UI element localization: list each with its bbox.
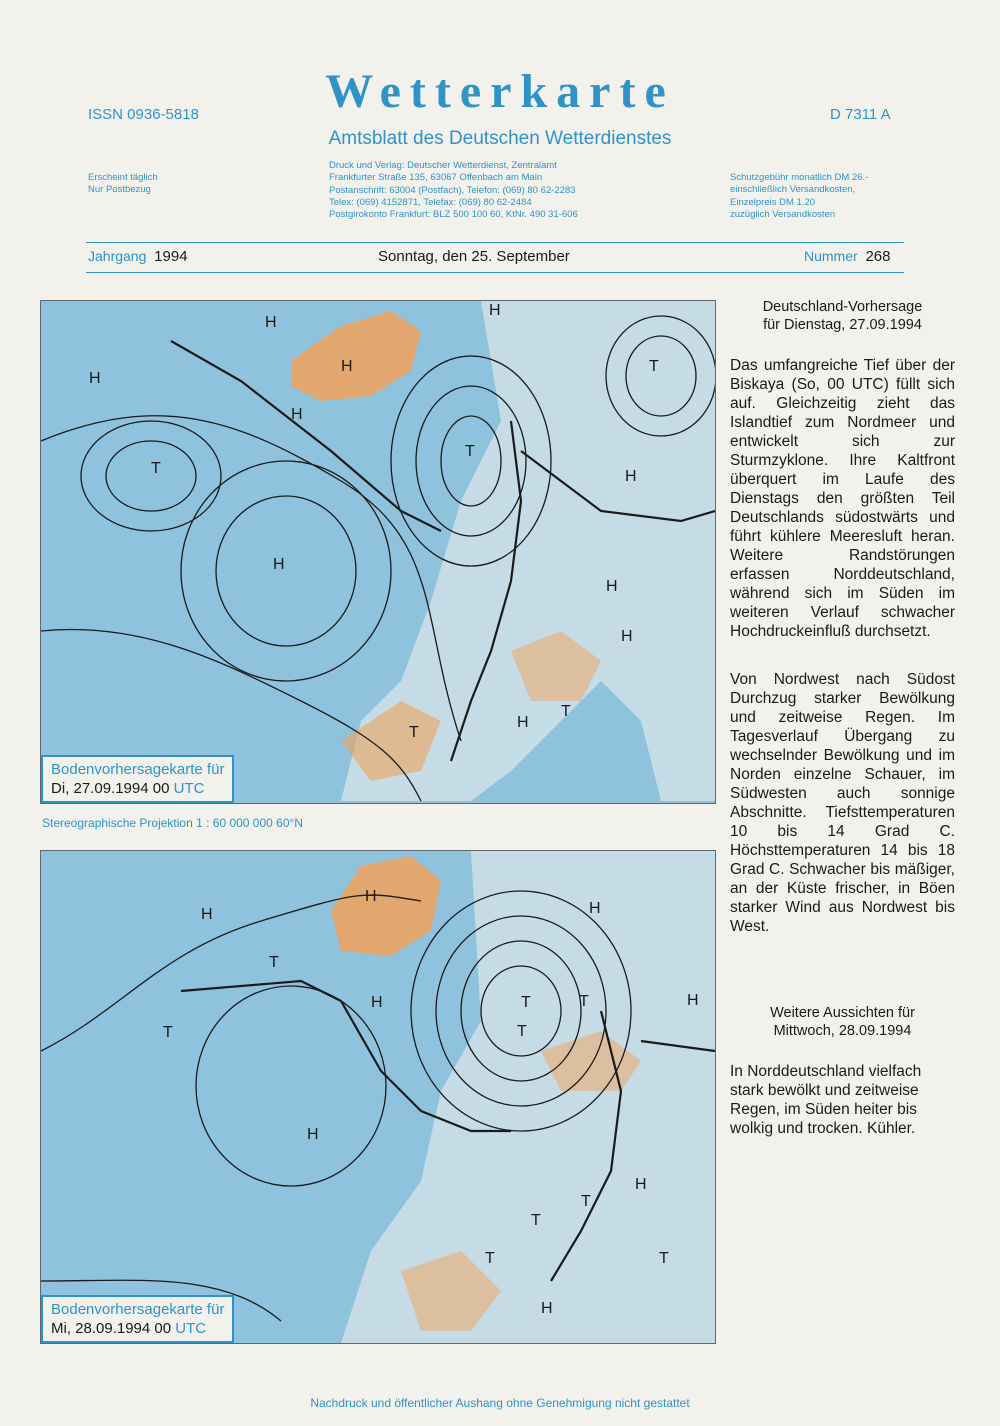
svg-text:T: T (581, 1193, 591, 1210)
forecast-paragraph-2: Von Nordwest nach Südost Durchzug starker Bewölkung und zeitweise Regen. Im Tagesverlauf Übergang zu wechselnder Bewölkung und im Norden einzelne Schauer, im Südwesten auch sonnige Abschnitte. Tiefsttemperaturen 10 bis 14 Grad C. Höchsttemperaturen 14 bis 18 Grad C. Schwacher bis mäßiger, an der Küste frischer, in Böen starker Wind aus Nordwest bis West. (730, 671, 955, 935)
page-title: Wetterkarte (325, 65, 675, 118)
svg-text:H: H (589, 900, 601, 917)
map1-caption-date-line (51, 780, 224, 797)
svg-text:H: H (625, 468, 637, 485)
footer-note: Nachdruck und öffentlicher Aushang ohne Genehmigung nicht gestattet (310, 1396, 690, 1410)
price-note: Schutzgebühr monatlich DM 26.- einschließlich Versandkosten, Einzelpreis DM 1.20 zuzüglich Versandkosten (730, 172, 869, 220)
map2-caption-date-line (51, 1320, 224, 1337)
forecast-paragraph-1: Das umfangreiche Tief über der Biskaya (So, 00 UTC) füllt sich auf. Gleichzeitig zieht das Islandtief zum Nordmeer und entwickelt sich zur Sturmzyklone. Ihre Kaltfront überquert im Laufe des Dienstags den größten Teil Deutschlands südostwärts und führt kühlere Meeresluft heran. Weitere Randstörungen erfassen Norddeutschland, während sich im Süden im weiteren Verlauf schwacher Hochdruckeinfluß durchsetzt. (730, 357, 955, 640)
header-rule-bottom (86, 272, 904, 273)
svg-text:T: T (521, 994, 531, 1011)
svg-text:H: H (687, 992, 699, 1009)
weather-map-wednesday (40, 850, 716, 1344)
map2-caption-utc: UTC (175, 1320, 207, 1337)
jahrgang-label: Jahrgang (88, 248, 147, 264)
svg-text:H: H (621, 628, 633, 645)
svg-text:H: H (365, 888, 377, 905)
issue-date: Sonntag, den 25. September (378, 248, 570, 265)
svg-text:T: T (531, 1212, 541, 1229)
svg-text:T: T (659, 1250, 669, 1267)
svg-text:T: T (465, 443, 475, 460)
jahrgang (88, 248, 188, 265)
map1-caption-date: Di, 27.09.1994 00 (51, 780, 170, 797)
nummer-label: Nummer (804, 248, 858, 264)
nummer-value: 268 (865, 248, 891, 265)
svg-text:T: T (269, 954, 279, 971)
svg-text:H: H (371, 994, 383, 1011)
svg-text:H: H (273, 556, 285, 573)
issue-number (804, 248, 890, 265)
svg-text:T: T (517, 1023, 527, 1040)
map-graphic-1 (41, 301, 715, 803)
map2-caption (41, 1295, 234, 1343)
svg-text:H: H (635, 1176, 647, 1193)
outlook-text: In Norddeutschland vielfach stark bewölkt und zeitweise Regen, im Süden heiter bis wolkig und trocken. Kühler. (730, 1063, 922, 1137)
svg-text:T: T (151, 460, 161, 477)
imprint: Druck und Verlag: Deutscher Wetterdienst, Zentralamt Frankfurter Straße 135, 63067 Offenbach am Main Postanschrift: 63004 (Postfach), Telefon: (069) 80 62-2283 Telex: (069) 4152871, Telefax: (069) 80 62-2484 Postgirokonto Frankfurt: BLZ 500 100 60, KtNr. 490 31-606 (329, 160, 578, 221)
svg-text:H: H (489, 302, 501, 319)
page-subtitle: Amtsblatt des Deutschen Wetterdienstes (328, 128, 672, 149)
header-rule-top (86, 242, 904, 243)
svg-text:T: T (649, 358, 659, 375)
map2-caption-date: Mi, 28.09.1994 00 (51, 1320, 172, 1337)
svg-text:H: H (89, 370, 101, 387)
weather-map-tuesday (40, 300, 716, 804)
svg-text:H: H (291, 406, 303, 423)
svg-text:T: T (485, 1250, 495, 1267)
publication-code: D 7311 A (830, 106, 891, 123)
map1-caption-utc: UTC (173, 780, 205, 797)
svg-text:H: H (265, 314, 277, 331)
map2-caption-title: Bodenvorhersagekarte für (51, 1301, 225, 1318)
svg-text:H: H (517, 714, 529, 731)
svg-text:T: T (163, 1024, 173, 1041)
svg-text:T: T (579, 993, 589, 1010)
svg-text:H: H (341, 358, 353, 375)
svg-text:H: H (541, 1300, 553, 1317)
map1-caption (41, 755, 234, 803)
map1-caption-title: Bodenvorhersagekarte für (51, 761, 225, 778)
svg-text:H: H (307, 1126, 319, 1143)
svg-text:T: T (561, 703, 571, 720)
svg-text:T: T (409, 724, 419, 741)
svg-text:H: H (201, 906, 213, 923)
map-graphic-2 (41, 851, 715, 1343)
publication-note: Erscheint täglich Nur Postbezug (88, 172, 158, 195)
projection-note: Stereographische Projektion 1 : 60 000 000 60°N (42, 816, 303, 830)
jahrgang-value: 1994 (154, 248, 188, 265)
issn: ISSN 0936-5818 (88, 106, 199, 123)
svg-text:H: H (606, 578, 618, 595)
forecast-heading: Deutschland-Vorhersage für Dienstag, 27.09.1994 (762, 299, 923, 333)
outlook-heading: Weitere Aussichten für Mittwoch, 28.09.1994 (770, 1005, 915, 1039)
